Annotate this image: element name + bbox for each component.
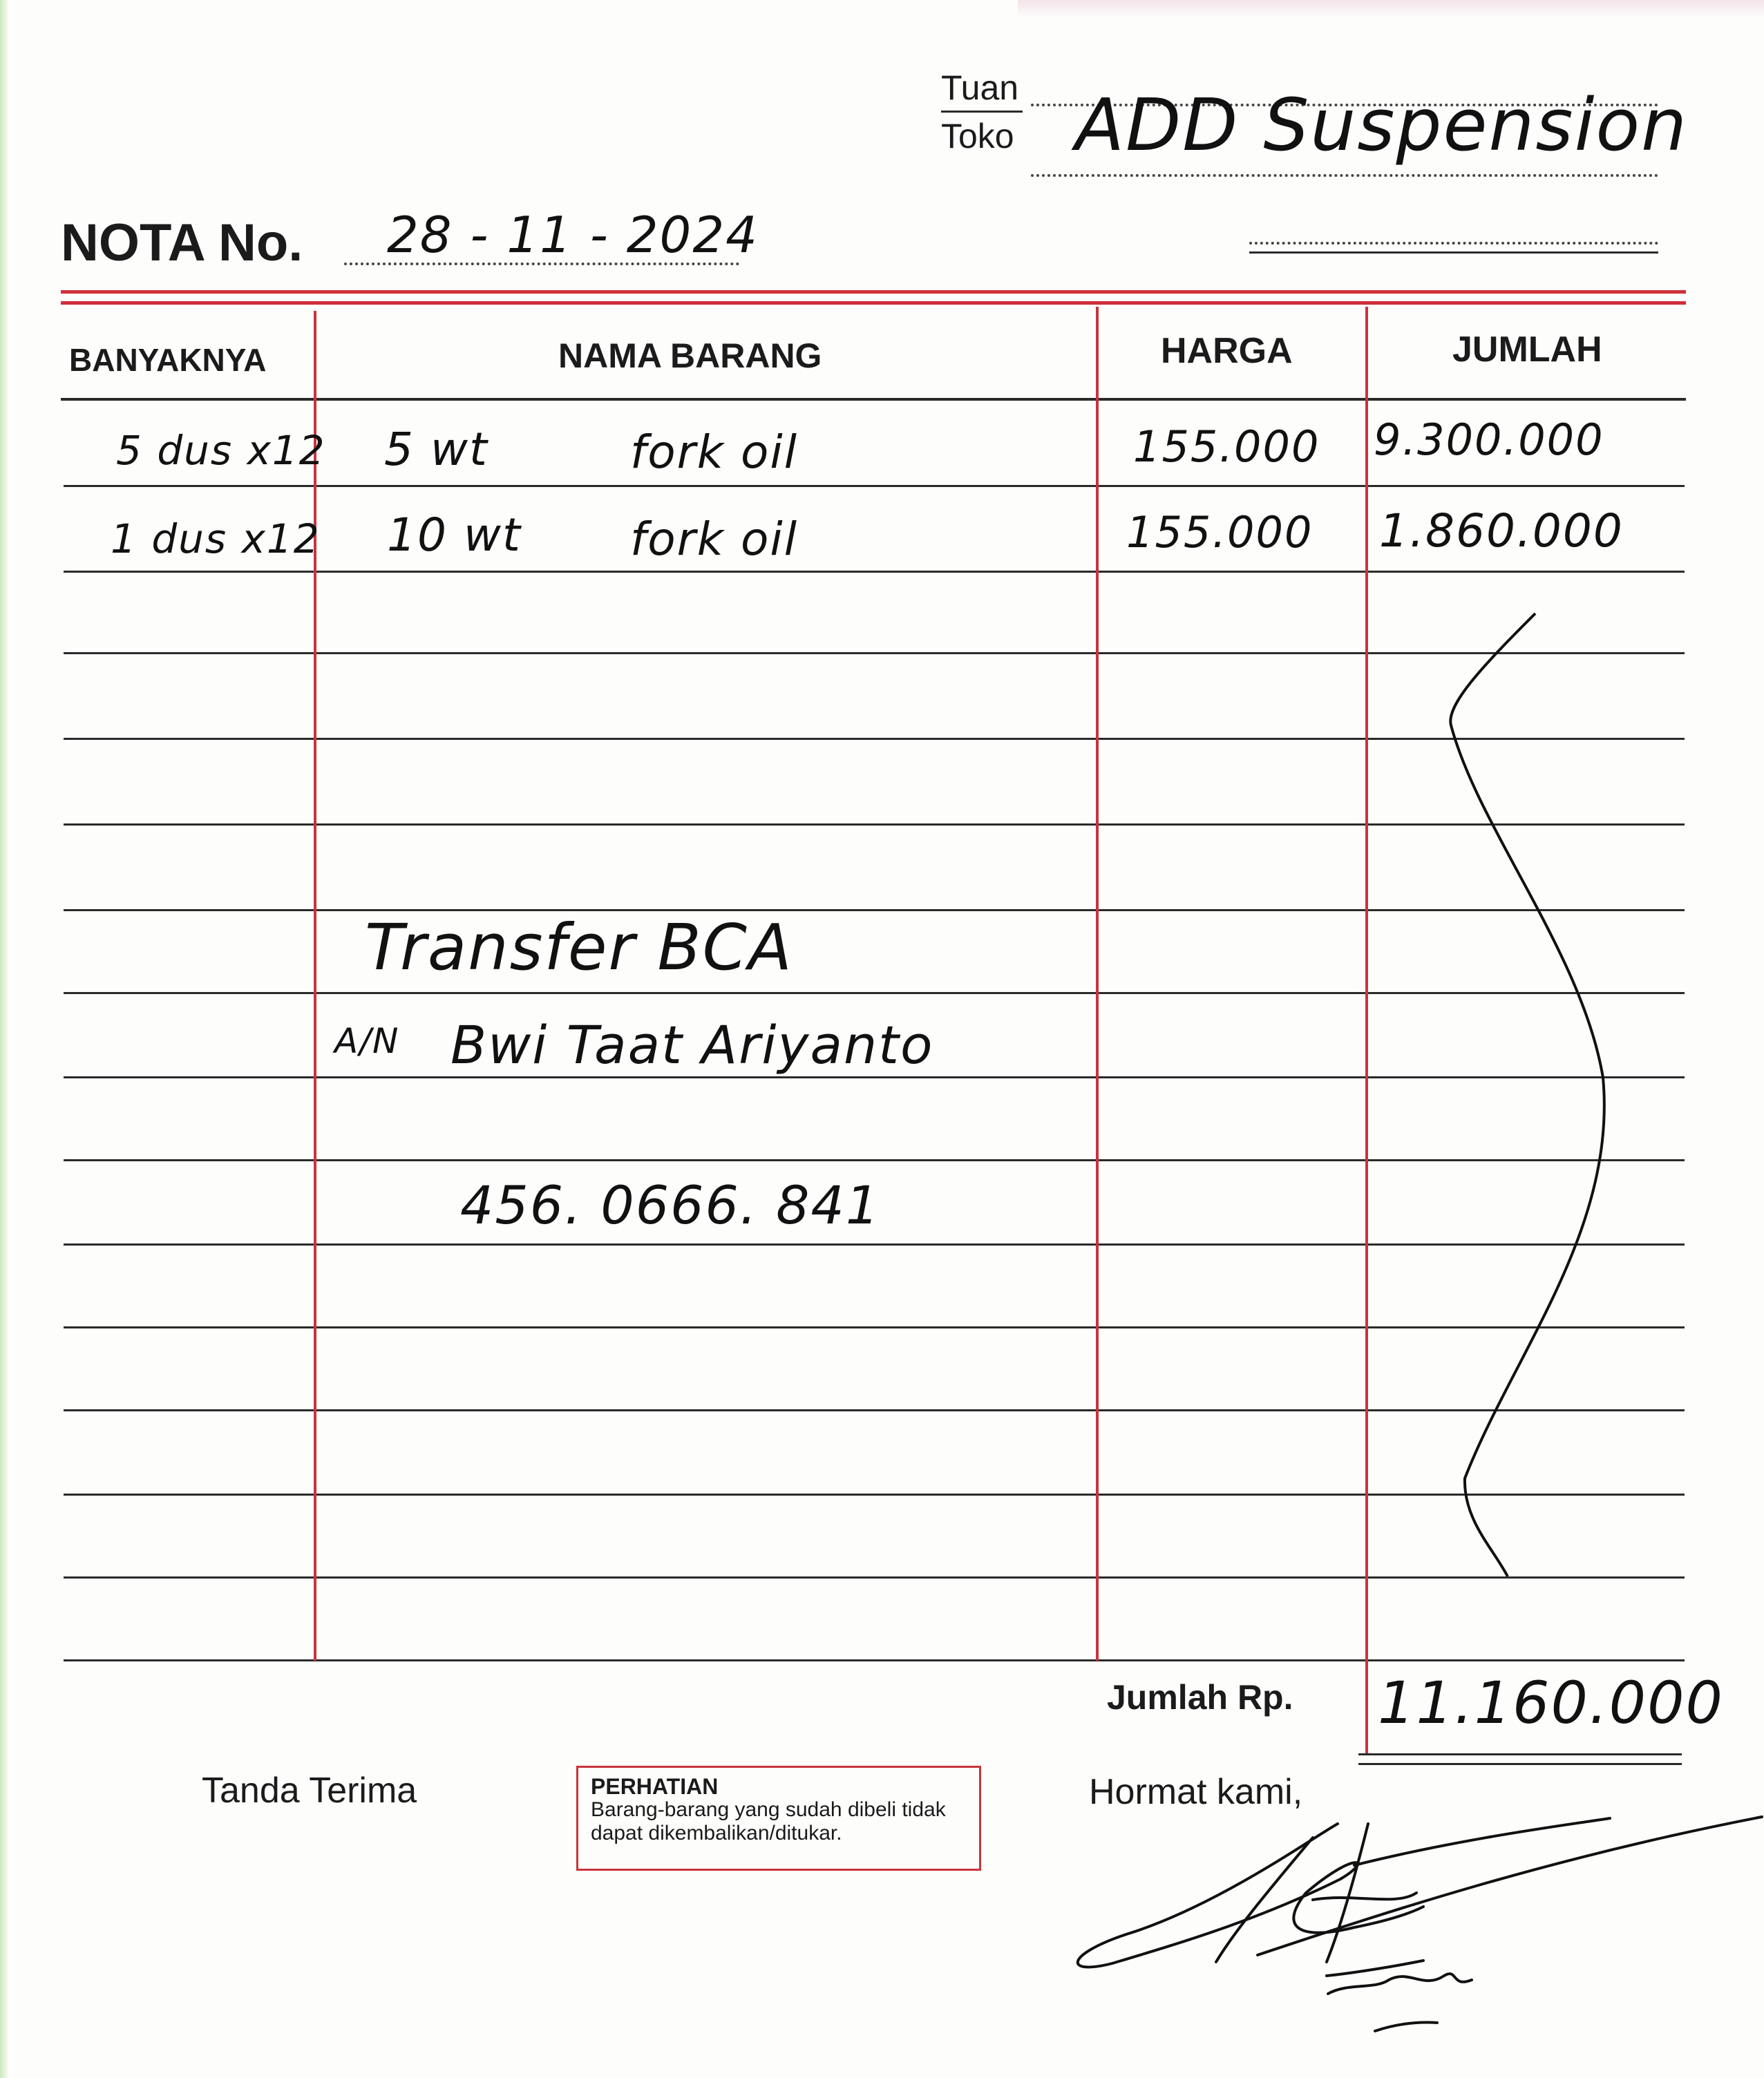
note-an: A/N [334, 1021, 400, 1061]
row2-qty: 1 dus x12 [111, 515, 321, 562]
row2-price: 155.000 [1126, 507, 1313, 557]
toko-label: Toko [941, 117, 1014, 155]
row1-amount: 9.300.000 [1374, 414, 1604, 465]
regards-label: Hormat kami, [1089, 1772, 1303, 1812]
brace-stroke [1450, 613, 1604, 1576]
receipt-label: Tanda Terima [202, 1771, 417, 1811]
toko-value: ADD Suspension [1075, 83, 1689, 167]
total-value: 11.160.000 [1378, 1669, 1724, 1737]
row1-qty: 5 dus x12 [116, 427, 326, 474]
row1-item-b: fork oil [630, 426, 799, 479]
nota-label: NOTA No. [61, 213, 303, 272]
notice-title: PERHATIAN [591, 1774, 719, 1799]
signature [1078, 1817, 1762, 2031]
note-account-name: Bwi Taat Ariyanto [451, 1014, 934, 1076]
note-transfer: Transfer BCA [365, 911, 793, 984]
col-jumlah: JUMLAH [1452, 330, 1602, 370]
row1-price: 155.000 [1133, 421, 1320, 472]
col-harga: HARGA [1161, 331, 1293, 371]
total-label: Jumlah Rp. [1107, 1678, 1293, 1717]
notice-text: Barang-barang yang sudah dibeli tidak dapat dikembalikan/ditukar. [591, 1798, 946, 1845]
tuan-label: Tuan [941, 68, 1019, 107]
row2-item-a: 10 wt [387, 508, 522, 562]
note-account-number: 456. 0666. 841 [460, 1174, 881, 1236]
nota-value: 28 - 11 - 2024 [387, 206, 759, 264]
row2-item-b: fork oil [630, 513, 799, 566]
row2-amount: 1.860.000 [1379, 504, 1624, 557]
row1-item-a: 5 wt [384, 423, 489, 476]
col-nama-barang: NAMA BARANG [558, 336, 822, 375]
col-banyaknya: BANYAKNYA [69, 342, 267, 378]
